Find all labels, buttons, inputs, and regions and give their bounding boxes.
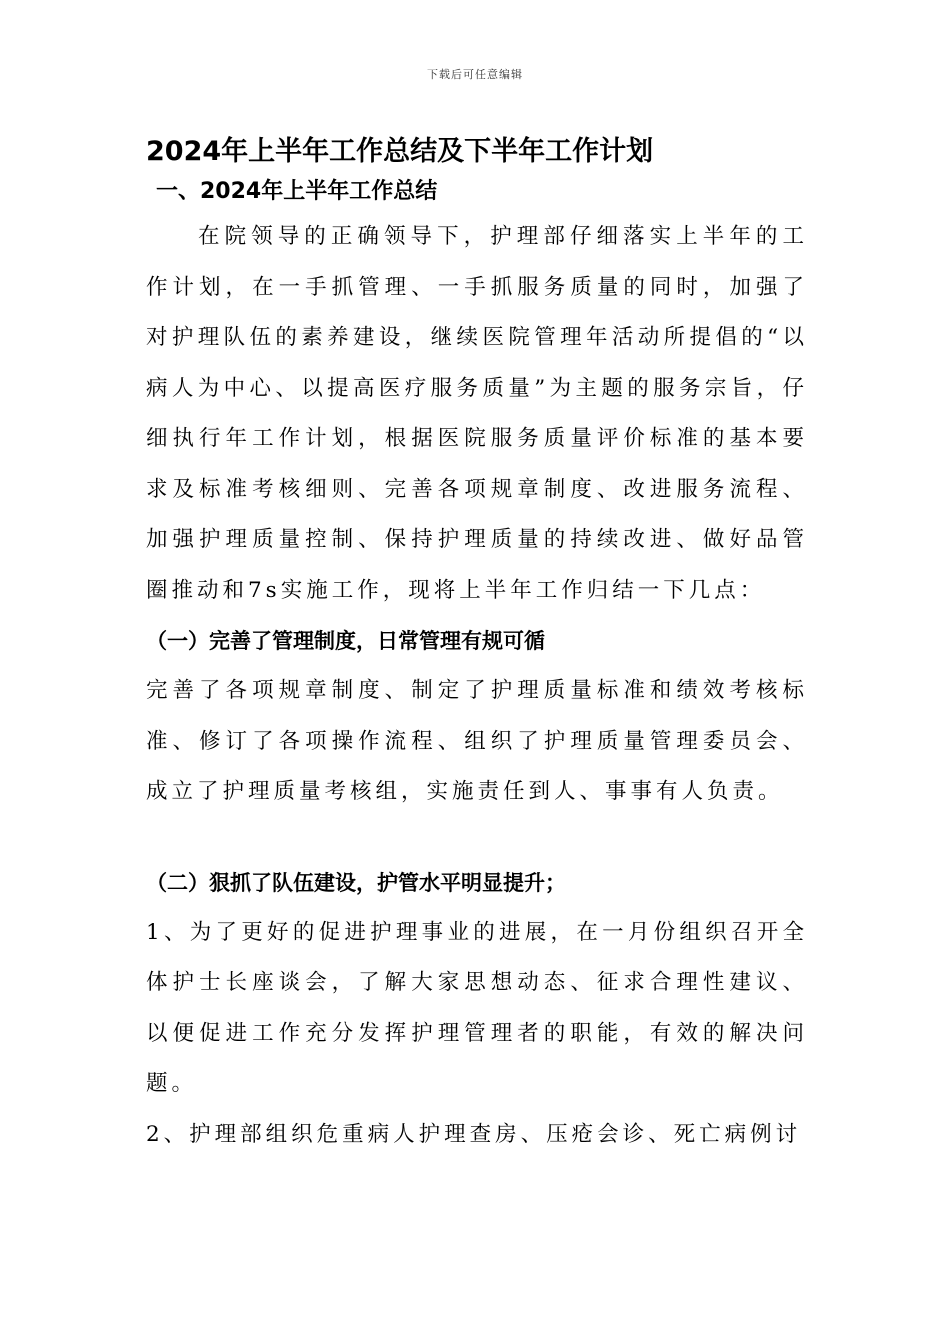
list-item-2: 2、护理部组织危重病人护理查房、压疮会诊、死亡病例讨 <box>146 1121 802 1147</box>
subsection-heading-2: （二）狠抓了队伍建设，护管水平明显提升； <box>146 870 566 895</box>
section-heading-1: 一、2024年上半年工作总结 <box>156 179 438 204</box>
paragraph-gap <box>146 818 808 858</box>
list-item-1: 1、为了更好的促进护理事业的进展，在一月份组织召开全体护士长座谈会，了解大家思想动态、征求合理性建议、以便促进工作充分发挥护理管理者的职能，有效的解决问题。 <box>146 919 808 1096</box>
subsection-heading-1: （一）完善了管理制度，日常管理有规可循 <box>146 629 545 653</box>
document-body <box>146 132 808 1160</box>
document-title: 2024年上半年工作总结及下半年工作计划 <box>146 136 654 167</box>
page-header-note: 下载后可任意编辑 <box>427 68 523 81</box>
intro-paragraph: 在院领导的正确领导下，护理部仔细落实上半年的工作计划，在一手抓管理、一手抓服务质量的同时，加强了对护理队伍的素养建设，继续医院管理年活动所提倡的“以病人为中心、以提高医疗服务质量”为主题的服务宗旨，仔细执行年工作计划，根据医院服务质量评价标准的基本要求及标准考核细则、完善各项规章制度、改进服务流程、加强护理质量控制、保持护理质量的持续改进、做好品管圈推动和7s实施工作，现将上半年工作归结一下几点： <box>146 224 808 603</box>
subsection-1-paragraph: 完善了各项规章制度、制定了护理质量标准和绩效考核标准、修订了各项操作流程、组织了护理质量管理委员会、成立了护理质量考核组，实施责任到人、事事有人负责。 <box>146 678 808 804</box>
